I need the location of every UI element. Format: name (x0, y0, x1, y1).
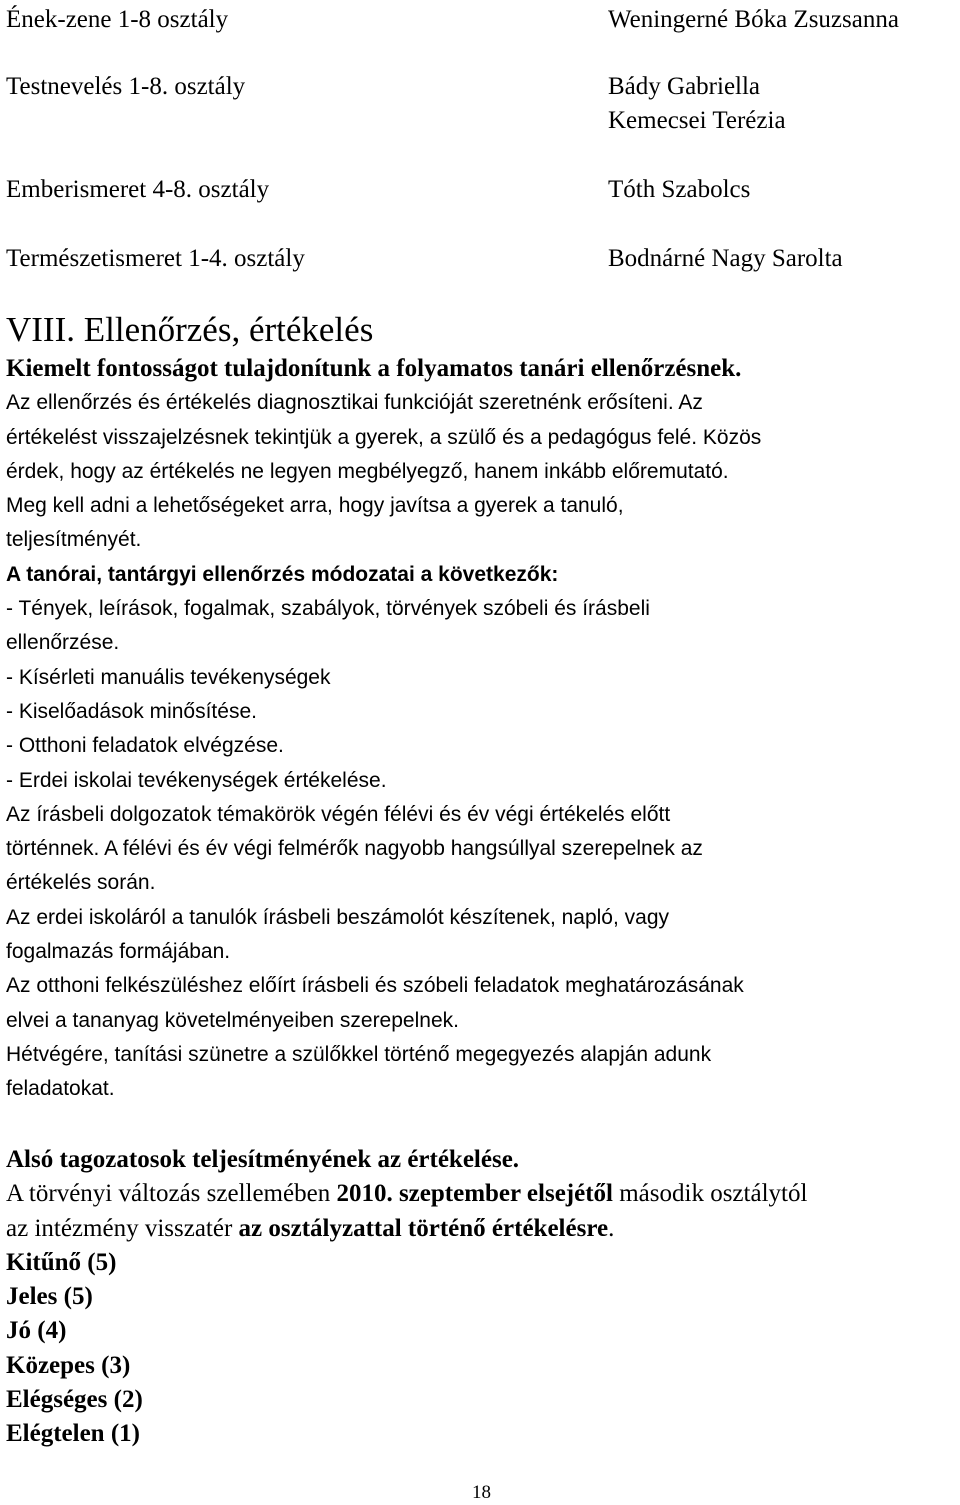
paragraph-line: teljesítményét. (6, 528, 142, 552)
section-heading: VIII. Ellenőrzés, értékelés (6, 310, 374, 349)
lower-grade-section (6, 1143, 960, 1452)
law-change-line (6, 1212, 960, 1246)
paragraph-line: Hétvégére, tanítási szünetre a szülőkkel történő megegyezés alapján adunk (6, 1042, 712, 1066)
paragraph-line: Az otthoni felkészüléshez előírt írásbeli és szóbeli feladatok meghatározásának (6, 974, 744, 998)
grade-item: Elégtelen (1) (6, 1420, 140, 1448)
text-run: A törvényi változás szellemében (6, 1180, 337, 1208)
subject-name: Ének-zene 1-8 osztály (6, 6, 229, 33)
paragraph-line: értékelést visszajelzésnek tekintjük a gyerek, a szülő és a pedagógus felé. Közös (6, 425, 762, 449)
grade-item: Jeles (5) (6, 1283, 93, 1311)
subject-name: Természetismeret 1-4. osztály (6, 245, 305, 272)
paragraph-line: Az ellenőrzés és értékelés diagnosztikai funkcióját szeretnénk erősíteni. Az (6, 391, 703, 415)
teacher-names (608, 242, 843, 276)
method-item: - Kiselőadások minősítése. (6, 699, 257, 723)
grade-item: Közepes (3) (6, 1351, 131, 1379)
law-change-line (6, 1177, 960, 1211)
date-emphasis: 2010. szeptember elsejétől (336, 1180, 613, 1208)
method-item: - Kísérleti manuális tevékenységek (6, 665, 331, 689)
grade-item: Jó (4) (6, 1317, 67, 1345)
methods-heading: A tanórai, tantárgyi ellenőrzés módozatai a következők: (6, 562, 559, 586)
page-number: 18 (472, 1482, 491, 1503)
subject-name: Testnevelés 1-8. osztály (6, 73, 246, 100)
paragraph-line: érdek, hogy az értékelés ne legyen megbélyegző, hanem inkább előremutató. (6, 459, 729, 483)
bold-intro: Kiemelt fontosságot tulajdonítunk a folyamatos tanári ellenőrzésnek. (6, 355, 742, 382)
grading-emphasis: az osztályzattal történő értékelésre (238, 1214, 609, 1242)
text-run: az intézmény visszatér (6, 1214, 239, 1242)
teacher-names (608, 70, 786, 138)
lower-grade-heading: Alsó tagozatosok teljesítményének az értékelése. (6, 1146, 520, 1173)
section-body (6, 352, 960, 1107)
teacher-name: Tóth Szabolcs (608, 176, 751, 203)
teacher-name: Bodnárné Nagy Sarolta (608, 245, 843, 272)
grade-item: Elégséges (2) (6, 1386, 143, 1414)
teacher-names (608, 173, 750, 207)
paragraph-line: feladatokat. (6, 1077, 115, 1101)
paragraph-line: fogalmazás formájában. (6, 940, 231, 964)
subject-name: Emberismeret 4-8. osztály (6, 176, 270, 203)
paragraph-line: értékelés során. (6, 871, 156, 895)
paragraph-line: elvei a tananyag követelményeiben szerepelnek. (6, 1008, 459, 1032)
method-item: - Erdei iskolai tevékenységek értékelése. (6, 768, 387, 792)
grade-item: Kitűnő (5) (6, 1248, 117, 1276)
paragraph-line: Az erdei iskoláról a tanulók írásbeli beszámolót készítenek, napló, vagy (6, 905, 670, 929)
teacher-name: Weningerné Bóka Zsuzsanna (608, 6, 899, 33)
method-item: - Otthoni feladatok elvégzése. (6, 734, 284, 758)
teacher-names (608, 3, 899, 37)
teacher-name: Bády Gabriella (608, 73, 761, 100)
method-item: - Tények, leírások, fogalmak, szabályok, törvények szóbeli és írásbeli (6, 597, 650, 621)
paragraph-line: Az írásbeli dolgozatok témakörök végén félévi és év végi értékelés előtt (6, 802, 671, 826)
paragraph-line: történnek. A félévi és év végi felmérők nagyobb hangsúllyal szerepelnek az (6, 837, 703, 861)
text-run: . (608, 1214, 615, 1242)
method-item: ellenőrzése. (6, 631, 120, 655)
text-run: második osztálytól (612, 1180, 808, 1208)
teacher-name: Kemecsei Terézia (608, 107, 786, 134)
paragraph-line: Meg kell adni a lehetőségeket arra, hogy javítsa a gyerek a tanuló, (6, 494, 624, 518)
